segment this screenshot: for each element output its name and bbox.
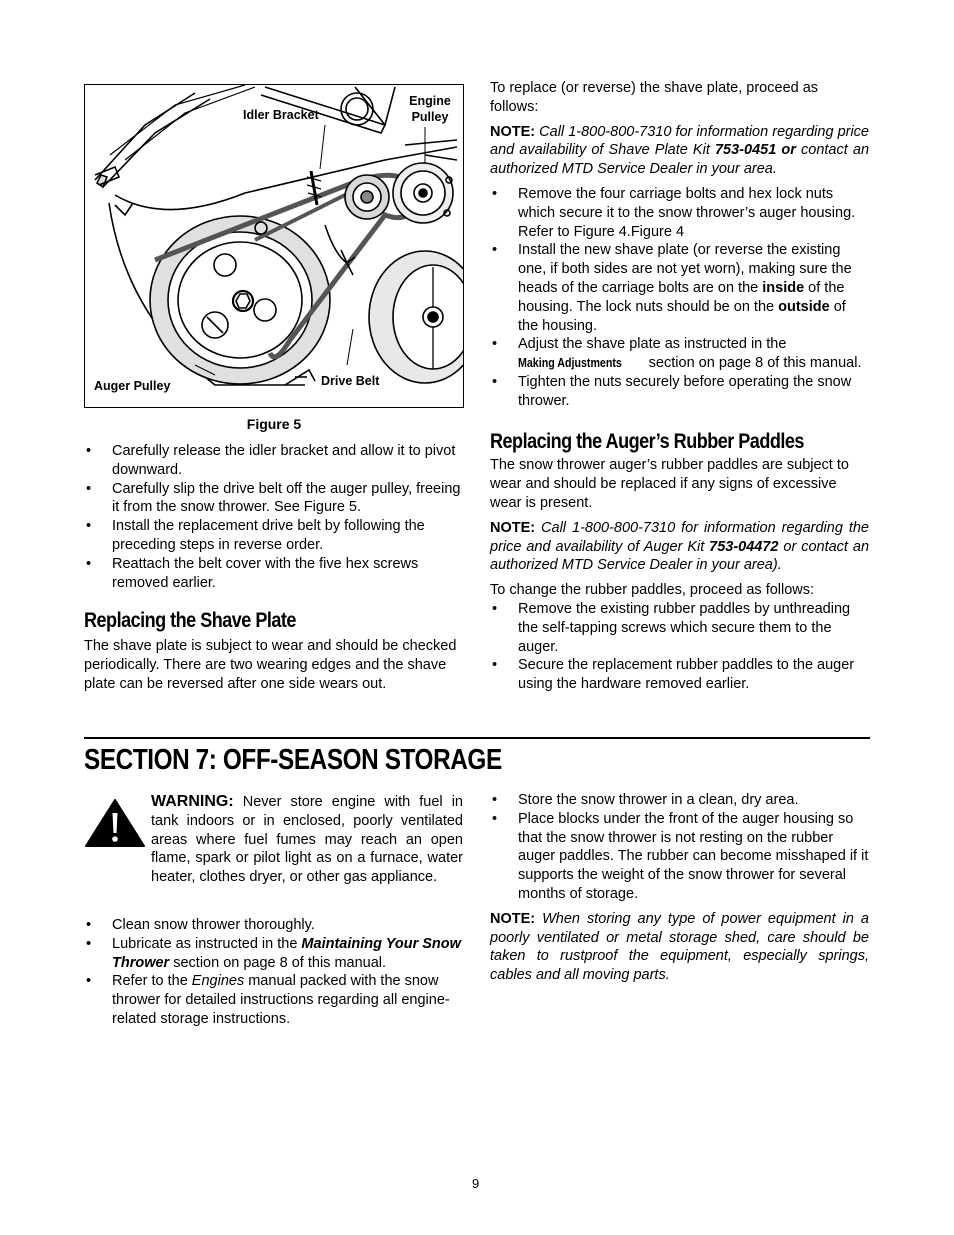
note-label: NOTE: [490, 519, 536, 536]
list-item: • Carefully slip the drive belt off the auger pulley, freeing it from the snow thrower. See Figure 5. [84, 480, 462, 518]
list-item: • Clean snow thrower thoroughly. [84, 916, 462, 935]
list-item: • Remove the existing rubber paddles by unthreading the self-tapping screws which secure them to the auger. [490, 600, 869, 656]
storage-right-column [490, 791, 869, 985]
left-column [84, 442, 462, 694]
belt-drive-drawing [85, 85, 464, 408]
heading-shave-plate: Replacing the Shave Plate [84, 609, 296, 633]
list-item: • Install the new shave plate (or reverse the existing one, if both sides are not yet worn), making sure the heads of the carriage bolts are on the inside of the housing. The lock nuts should be on the outside of the housing. [490, 241, 869, 335]
warning-paragraph [151, 793, 463, 887]
note-text: Call 1-800-800-7310 for information regarding the price and availability of Auger Kit [490, 519, 869, 555]
belt-steps-list [84, 442, 462, 592]
heading-rubber-paddles: Replacing the Auger’s Rubber Paddles [490, 429, 804, 453]
note-text: or contact an authorized MTD Service Dealer in your area). [490, 538, 870, 574]
list-item: • Reattach the belt cover with the five hex screws removed earlier. [84, 555, 462, 593]
figure-5-illustration [84, 84, 464, 408]
paddle-steps-list [490, 600, 869, 694]
kit-number: 753-0451 or [714, 142, 796, 159]
note-label: NOTE: [490, 910, 536, 927]
shave-steps-list [490, 185, 869, 411]
label-drive-belt: Drive Belt [321, 374, 380, 388]
list-item: • Adjust the shave plate as instructed in the Making Adjustments section on page 8 of this manual. [490, 335, 869, 373]
rubber-paddles-paragraph: The snow thrower auger’s rubber paddles are subject to wear and should be replaced if any signs of excessive wear is present. [490, 457, 849, 511]
note-text: Call 1-800-800-7310 for information regarding price and availability of Shave Plate Kit [490, 123, 869, 159]
warning-triangle-icon [84, 798, 146, 848]
note-label: NOTE: [490, 123, 536, 140]
storage-steps-list [84, 916, 462, 1029]
warning-text: Never store engine with fuel in tank indoors or in enclosed, poorly ventilated areas where fuel fumes may reach an open flame, spark or pilot light as on a furnace, water heater, clothes dryer, or other gas appliance. [151, 794, 463, 886]
list-item: • Secure the replacement rubber paddles to the auger using the hardware removed earlier. [490, 656, 869, 694]
warning-label: WARNING: [151, 793, 234, 810]
kit-number: 753-04472 [709, 538, 779, 555]
list-item: • Lubricate as instructed in the Maintaining Your Snow Thrower section on page 8 of this manual. [84, 935, 462, 973]
list-item: • Install the replacement drive belt by following the preceding steps in reverse order. [84, 517, 462, 555]
list-item: • Remove the four carriage bolts and hex lock nuts which secure it to the snow thrower’s auger housing. Refer to Figure 4.Figure 4 [490, 185, 869, 241]
note-text: When storing any type of power equipment in a poorly ventilated or metal storage shed, care should be taken to rustproof the equipment, especially springs, cables and all moving parts. [490, 910, 869, 984]
list-item: • Place blocks under the front of the auger housing so that the snow thrower is not resting on the rubber auger paddles. The rubber can become misshaped if it supports the weight of the snow thrower for several months of storage. [490, 810, 869, 904]
note-auger-kit [490, 519, 869, 575]
label-auger-pulley: Auger Pulley [94, 379, 171, 393]
storage-left-column [84, 916, 462, 1029]
note-shave-plate-kit [490, 123, 869, 179]
label-idler-bracket: Idler Bracket [243, 108, 319, 122]
note-text: contact an authorized MTD Service Dealer in your area. [490, 142, 870, 178]
note-storage [490, 910, 869, 985]
section-divider [84, 737, 870, 739]
figure-caption: Figure 5 [246, 416, 302, 432]
list-item: • Refer to the Engines manual packed with the snow thrower for detailed instructions regarding all engine-related storage instructions. [84, 972, 462, 1028]
shave-plate-paragraph: The shave plate is subject to wear and should be checked periodically. There are two wearing edges and the shave plate can be reversed after one side wears out. [84, 638, 457, 692]
shave-intro: To replace (or reverse) the shave plate, proceed as follows: [490, 80, 819, 115]
list-item: • Carefully release the idler bracket and allow it to pivot downward. [84, 442, 462, 480]
section-title: SECTION 7: OFF-SEASON STORAGE [84, 744, 502, 776]
list-item: • Store the snow thrower in a clean, dry area. [490, 791, 869, 810]
storage-right-list [490, 791, 869, 904]
page-number: 9 [472, 1176, 480, 1191]
section-reference: Making Adjustments [518, 355, 622, 371]
paddles-intro: To change the rubber paddles, proceed as follows: [490, 582, 815, 599]
label-engine-pulley: Engine Pulley [409, 94, 451, 124]
list-item: • Tighten the nuts securely before operating the snow thrower. [490, 373, 869, 411]
right-column [490, 79, 869, 694]
